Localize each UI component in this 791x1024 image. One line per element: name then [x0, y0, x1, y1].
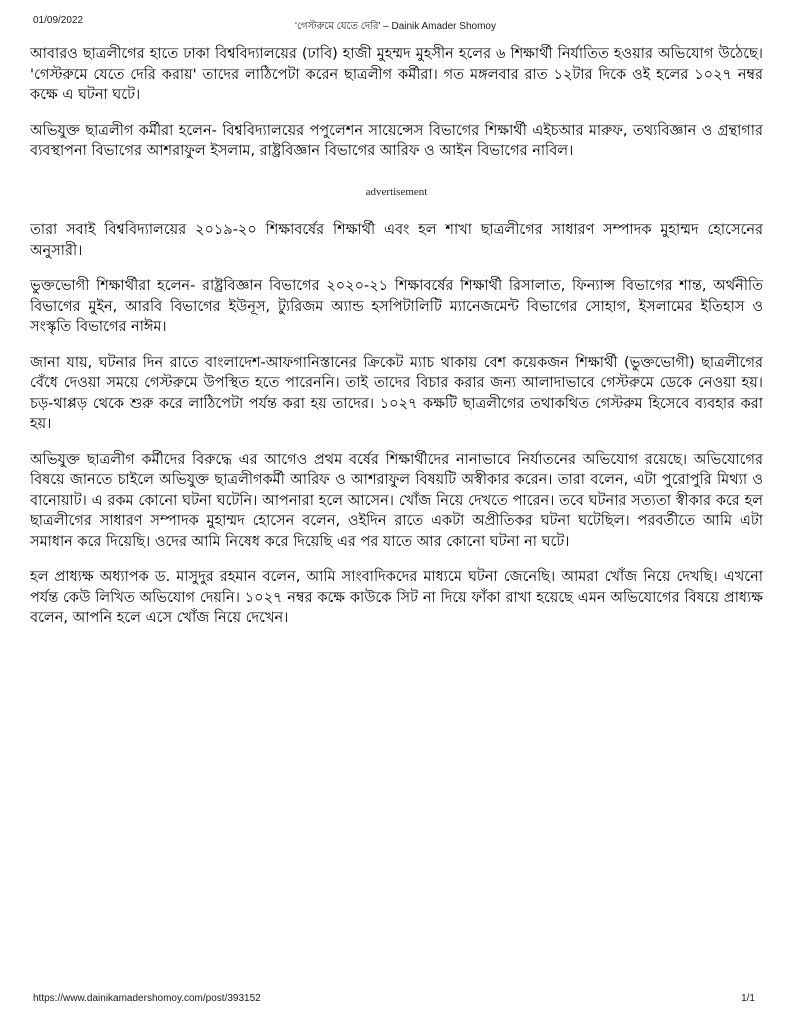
article-paragraph: অভিযুক্ত ছাত্রলীগ কর্মীদের বিরুদ্ধে এর আগেও প্রথম বর্ষের শিক্ষার্থীদের নানাভাবে নির্যাতনের অভিযোগ রয়েছে। অভিযোগের বিষয়ে জানতে চাইলে অভিযুক্ত ছাত্রলীগকর্মী আরিফ ও আশরাফুল বিষয়টি অস্বীকার করেন। তারা বলেন, এটা পুরোপুরি মিথ্যা ও বানোয়াট। এ রকম কোনো ঘটনা ঘটেনি। আপনারা হলে আসেন। খোঁজ নিয়ে দেখতে পারেন। তবে ঘটনার সত্যতা স্বীকার করে হল ছাত্রলীগের সাধারণ সম্পাদক মুহাম্মদ হোসেন বলেন, ওইদিন রাতে একটা অপ্রীতিকর ঘটনা ঘটেছিল। পরবর্তীতে আমি এটা সমাধান করে দিয়েছি। ওদের আমি নিষেধ করে দিয়েছি এর পর যাতে আর কোনো ঘটনা না ঘটে।	[30, 451, 763, 550]
source-url: https://www.dainikamadershomoy.com/post/393152	[33, 993, 261, 1004]
article-paragraph: অভিযুক্ত ছাত্রলীগ কর্মীরা হলেন- বিশ্ববিদ্যালয়ের পপুলেশন সায়েন্সেস বিভাগের শিক্ষার্থী এইচআর মারুফ, তথ্যবিজ্ঞান ও গ্রন্থাগার ব্যবস্থাপনা বিভাগের আশরাফুল ইসলাম, রাষ্ট্রবিজ্ঞান বিভাগের আরিফ ও আইন বিভাগের নাবিল।	[30, 122, 763, 159]
article-paragraph: হল প্রাধ্যক্ষ অধ্যাপক ড. মাসুদুর রহমান বলেন, আমি সাংবাদিকদের মাধ্যমে ঘটনা জেনেছি। আমরা খোঁজ নিয়ে দেখছি। এখনো পর্যন্ত কেউ লিখিত অভিযোগ দেয়নি। ১০২৭ নম্বর কক্ষে কাউকে সিট না দিয়ে ফাঁকা রাখা হয়েছে এমন অভিযোগের বিষয়ে প্রাধ্যক্ষ বলেন, আপনি হলে এসে খোঁজ নিয়ে দেখেন।	[30, 569, 763, 626]
print-footer	[0, 992, 791, 1006]
print-header	[0, 14, 791, 34]
article-body	[30, 44, 763, 644]
article-paragraph: জানা যায়, ঘটনার দিন রাতে বাংলাদেশ-আফগানিস্তানের ক্রিকেট ম্যাচ থাকায় বেশ কয়েকজন শিক্ষার্থী (ভুক্তভোগী) ছাত্রলীগের বেঁধে দেওয়া সময়ে গেস্টরুমে উপস্থিত হতে পারেননি। তাই তাদের বিচার করার জন্য আলাদাভাবে গেস্টরুমে ডেকে নেওয়া হয়। চড়-থাপ্পড় থেকে শুরু করে লাঠিপেটা পর্যন্ত করা হয় তাদের। ১০২৭ কক্ষটি ছাত্রলীগের তথাকথিত গেস্টরুম হিসেবে ব্যবহার করা হয়।	[30, 354, 763, 432]
article-paragraph: আবারও ছাত্রলীগের হাতে ঢাকা বিশ্ববিদ্যালয়ের (ঢাবি) হাজী মুহম্মদ মুহসীন হলের ৬ শিক্ষার্থী নির্যাতিত হওয়ার অভিযোগ উঠেছে। 'গেস্টরুমে যেতে দেরি করায়' তাদের লাঠিপেটা করেন ছাত্রলীগ কর্মীরা। গত মঙ্গলবার রাত ১২টার দিকে ওই হলের ১০২৭ নম্বর কক্ষে এ ঘটনা ঘটে।	[30, 46, 764, 103]
article-paragraph: ভুক্তভোগী শিক্ষার্থীরা হলেন- রাষ্ট্রবিজ্ঞান বিভাগের ২০২০-২১ শিক্ষাবর্ষের শিক্ষার্থী রিসালাত, ফিন্যান্স বিভাগের শান্ত, অর্থনীতি বিভাগের মুইন, আরবি বিভাগের ইউনূস, ট্যুরিজম অ্যান্ড হসপিটালিটি ম্যানেজমেন্ট বিভাগের সোহাগ, ইসলামের ইতিহাস ও সংস্কৃতি বিভাগের নাঈম।	[30, 278, 763, 335]
article-paragraph: তারা সবাই বিশ্ববিদ্যালয়ের ২০১৯-২০ শিক্ষাবর্ষের শিক্ষার্থী এবং হল শাখা ছাত্রলীগের সাধারণ সম্পাদক মুহাম্মদ হোসেনের অনুসারী।	[30, 222, 763, 259]
advertisement-label: advertisement	[365, 185, 428, 198]
page-title: 'গেস্টরুমে যেতে দেরি' – Dainik Amader Shomoy	[295, 21, 496, 32]
print-date: 01/09/2022	[33, 15, 84, 26]
page-number: 1/1	[741, 993, 755, 1004]
